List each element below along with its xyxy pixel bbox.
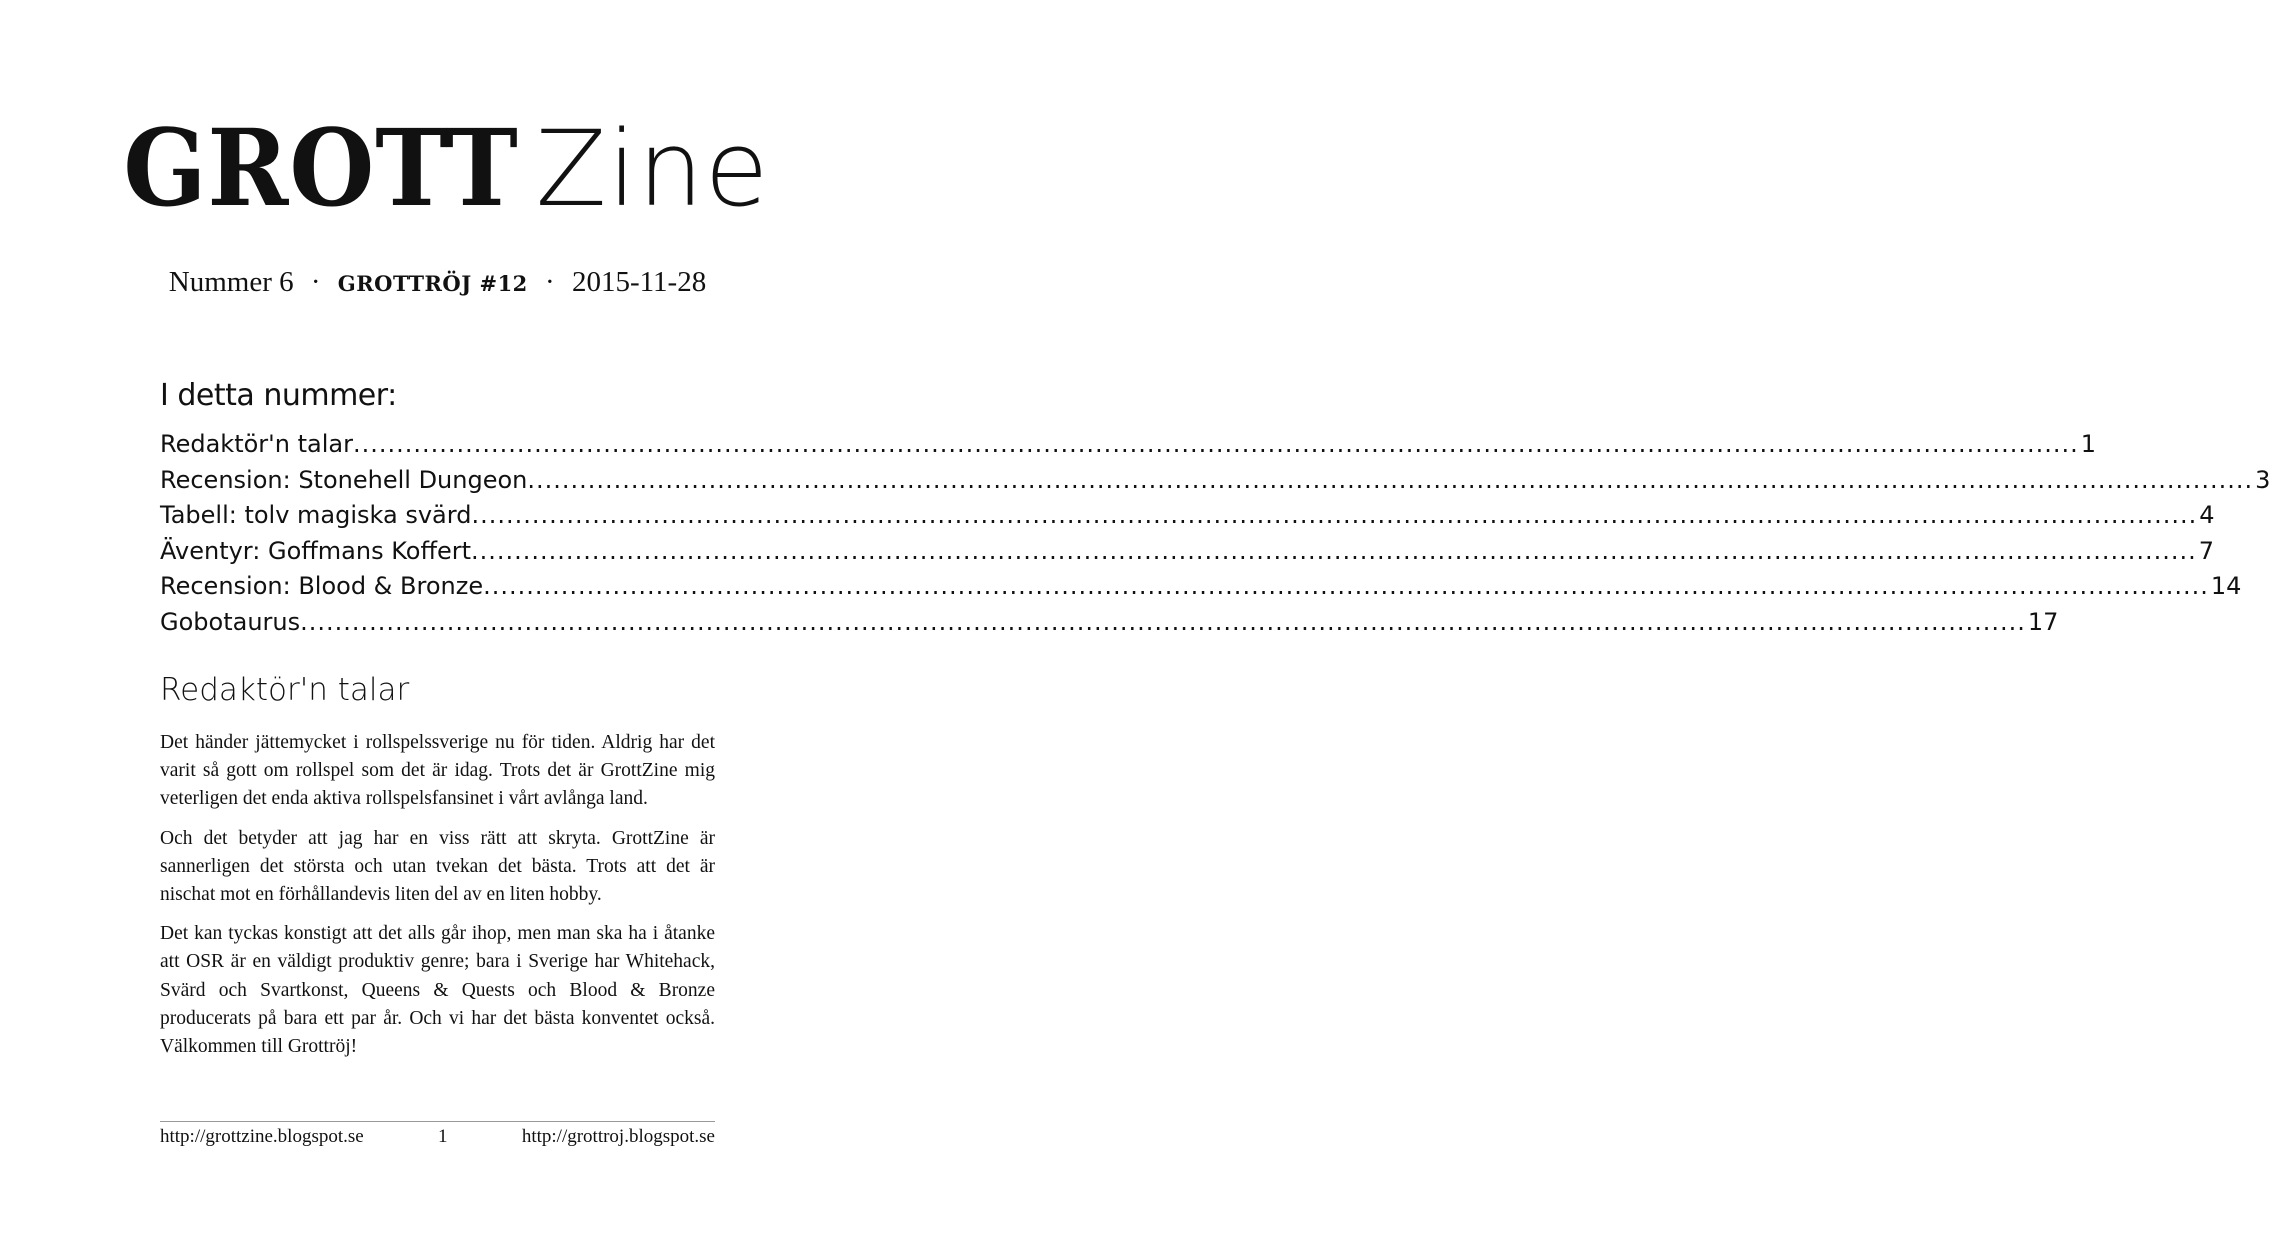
article-paragraph: Och det betyder att jag har en viss rätt att skryta. GrottZine är sannerligen det största och utan tvekan det bästa. Trots att det är nischat mot en förhållandevis liten del av en liten hobby. (160, 827, 715, 906)
toc-entry-page: 1 (2080, 430, 2097, 458)
toc-leader-dots: ........................................................................................................................................................................................................ (527, 465, 2254, 494)
footer-divider (160, 1121, 715, 1122)
page-number: 1 (438, 1126, 448, 1147)
toc-entry[interactable] (160, 607, 2059, 644)
toc-entry-page: 17 (2027, 607, 2059, 636)
issue-number: Nummer 6 (168, 266, 294, 298)
article-title: Redaktör'n talar (160, 672, 410, 708)
toc-leader-dots: ........................................................................................................................................................................................................ (352, 430, 2079, 458)
masthead-zine: Zine (535, 108, 770, 230)
separator: · (545, 266, 555, 298)
toc-entry-title: Tabell: tolv magiska svärd (160, 501, 472, 530)
toc-leader-dots: ........................................................................................................................................................................................................ (483, 572, 2209, 601)
toc-entry-page: 7 (2198, 536, 2215, 565)
table-of-contents (160, 430, 2270, 644)
issue-line (0, 266, 875, 299)
toc-entry[interactable] (160, 465, 2270, 502)
footer-link-grottroj[interactable]: http://grottroj.blogspot.se (521, 1126, 715, 1147)
article-paragraph: Det kan tyckas konstigt att det alls går ihop, men man ska ha i åtanke att OSR är en väldigt produktiv genre; bara i Sverige har Whitehack, Svärd och Svartkonst, Queens & Quests och Blood & Bronze producerats på bara ett par år. Och vi har det bästa konventet också. Välkommen till Grottröj! (160, 923, 715, 1058)
article-body (160, 729, 715, 1072)
toc-leader-dots: ........................................................................................................................................................................................................ (471, 501, 2198, 530)
toc-entry[interactable] (160, 572, 2242, 608)
footer-link-grottzine[interactable]: http://grottzine.blogspot.se (160, 1126, 364, 1147)
toc-entry-page: 3 (2255, 465, 2270, 494)
toc-entry-title: Redaktör'n talar (160, 430, 353, 458)
toc-entry-title: Recension: Stonehell Dungeon (160, 465, 528, 494)
toc-leader-dots: ........................................................................................................................................................................................................ (300, 607, 2026, 636)
toc-entry[interactable] (160, 430, 2097, 466)
separator: · (310, 266, 321, 298)
toc-entry[interactable] (160, 536, 2215, 573)
toc-leader-dots: ........................................................................................................................................................................................................ (471, 536, 2197, 565)
toc-entry[interactable] (160, 501, 2215, 537)
convention-name: GROTTRÖJ #12 (337, 271, 528, 296)
issue-date: 2015-11-28 (571, 266, 707, 298)
article-paragraph: Det händer jättemycket i rollspelssverige nu för tiden. Aldrig har det varit så gott om rollspel som det är idag. Trots det är GrottZine mig veterligen det enda aktiva rollspelsfansinet i vårt avlånga land. (160, 732, 715, 810)
toc-entry-page: 14 (2210, 572, 2242, 601)
toc-entry-page: 4 (2199, 501, 2215, 530)
toc-entry-title: Recension: Blood & Bronze (160, 572, 484, 601)
toc-entry-title: Gobotaurus (160, 607, 301, 636)
masthead-grott: GROTT (122, 105, 519, 230)
toc-entry-title: Äventyr: Goffmans Koffert (160, 536, 472, 565)
masthead-logo (0, 105, 875, 230)
page-footer (160, 1126, 715, 1148)
toc-heading: I detta nummer: (160, 378, 397, 413)
